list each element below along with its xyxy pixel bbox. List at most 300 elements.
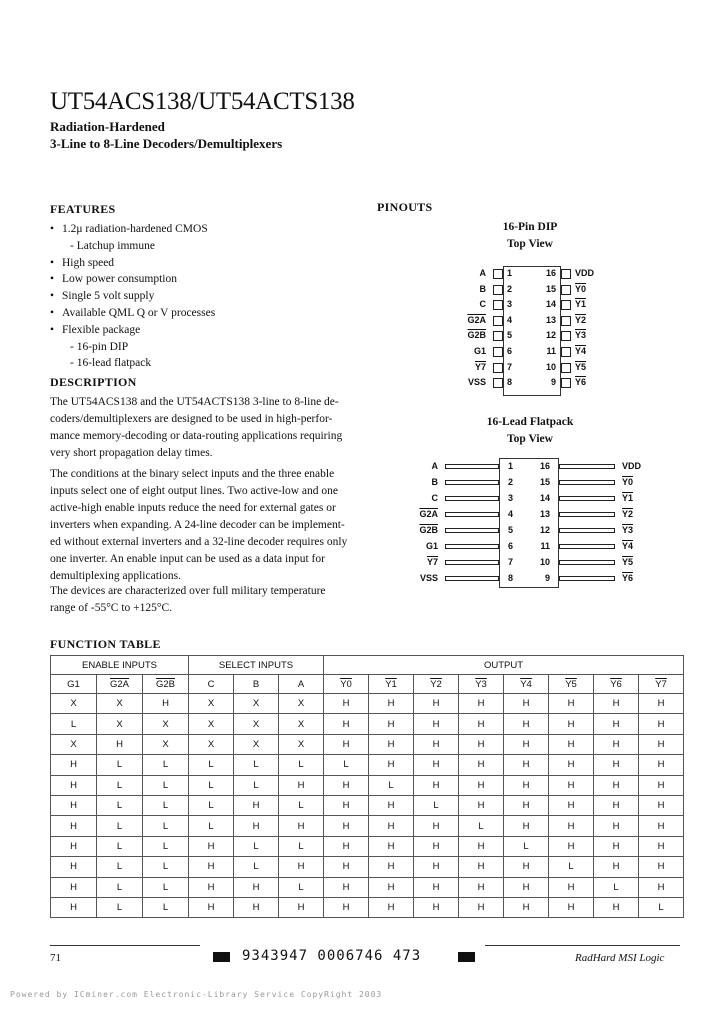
table-row [51,857,684,877]
page-number: 71 [50,952,61,964]
dip-pin-right [561,316,571,326]
dip-title [460,219,600,253]
pin-name: Y3 [575,330,587,341]
table-cell: H [324,775,369,795]
flatpack-lead-right [559,480,615,485]
table-cell: L [279,795,324,815]
table-cell: H [369,734,414,754]
pin-name: Y6 [622,573,634,583]
pin-number: 1 [508,461,514,471]
flatpack-lead-right [559,464,615,469]
table-cell: H [414,857,459,877]
pin-name: A [431,461,438,471]
desc-p2-line: The conditions at the binary select inputs and the three enable [50,468,335,480]
table-cell: H [594,775,639,795]
pin-number: 2 [507,283,513,294]
column-header: Y0 [324,675,369,694]
features-heading: FEATURES [50,202,116,216]
table-cell: L [143,836,189,856]
table-cell: H [504,795,549,815]
document-title: UT54ACS138/UT54ACTS138 [50,88,355,115]
column-header: Y4 [504,675,549,694]
table-cell: L [143,877,189,897]
table-cell: H [459,795,504,815]
table-cell: L [324,755,369,775]
table-cell: L [143,775,189,795]
table-cell: H [279,775,324,795]
watermark: Powered by ICminer.com Electronic-Library Service CopyRight 2003 [10,990,383,999]
desc-p1-line: coders/demultiplexers are designed to be used in high-perfor- [50,413,333,425]
table-cell: H [549,795,594,815]
desc-p2-line: inverters when expanding. A 24-line decoder can be implement- [50,519,345,531]
barcode-block-right [458,952,475,962]
table-cell: H [459,836,504,856]
table-cell: L [234,836,279,856]
footer-rule-right [485,945,680,946]
table-cell: L [639,897,684,917]
table-row [51,816,684,836]
table-cell: H [594,755,639,775]
pin-number: 8 [508,573,514,583]
table-cell: H [369,877,414,897]
pin-name: Y6 [575,377,587,388]
flatpack-lead-right [559,576,615,581]
barcode-number: 9343947 0006746 473 [242,948,422,964]
table-cell: H [369,714,414,734]
table-cell: H [459,877,504,897]
table-cell: H [414,877,459,897]
footer-rule-left [50,945,200,946]
table-cell: L [189,816,234,836]
series-name: RadHard MSI Logic [575,952,665,964]
flatpack-lead-left [445,496,499,501]
table-cell: L [279,755,324,775]
table-cell: H [51,795,97,815]
pin-name: G2A [467,314,486,325]
table-cell: H [594,857,639,877]
table-cell: H [324,816,369,836]
table-cell: H [369,755,414,775]
pin-name: VDD [575,268,595,278]
table-cell: H [639,795,684,815]
dip-pin-left [493,316,503,326]
table-cell: H [189,857,234,877]
table-cell: H [504,857,549,877]
group-enable-inputs: ENABLE INPUTS [51,656,189,675]
table-cell: L [97,857,143,877]
table-row [51,734,684,754]
table-cell: L [504,836,549,856]
table-cell: L [594,877,639,897]
pin-number: 8 [507,377,513,388]
dip-pin-right [561,331,571,341]
table-cell: X [143,734,189,754]
column-header: G1 [51,675,97,694]
dip-title-line-1: 16-Pin DIP [502,221,558,233]
table-cell: H [504,734,549,754]
table-cell: H [504,775,549,795]
flatpack-lead-right [559,496,615,501]
pin-number: 2 [508,477,514,487]
table-cell: H [414,714,459,734]
feature-item: • Flexible package [62,322,362,339]
table-cell: L [97,897,143,917]
description-paragraph-3 [50,583,370,617]
table-cell: L [97,877,143,897]
flatpack-lead-left [445,464,499,469]
table-cell: H [549,816,594,836]
pin-name: G2B [419,525,438,535]
desc-p2-line: ed without external inverters and a 32-line decoder requires only [50,536,348,548]
pin-number: 14 [545,299,556,310]
table-cell: H [504,755,549,775]
pin-number: 4 [507,314,513,325]
table-cell: L [459,816,504,836]
table-cell: X [279,694,324,714]
table-cell: H [51,877,97,897]
flatpack-title-line-2: Top View [507,433,553,445]
table-cell: H [324,694,369,714]
table-cell: L [97,795,143,815]
dip-pin-left [493,363,503,373]
table-cell: H [504,714,549,734]
table-cell: H [51,836,97,856]
pin-number: 10 [545,361,556,372]
table-cell: H [414,694,459,714]
flatpack-lead-left [445,576,499,581]
table-cell: L [234,775,279,795]
pin-name: G1 [425,541,438,551]
pin-number: 16 [539,461,550,471]
column-header: Y6 [594,675,639,694]
table-cell: H [51,775,97,795]
pin-name: VSS [419,573,438,583]
table-cell: L [97,755,143,775]
table-cell: H [504,816,549,836]
pin-number: 15 [545,283,556,294]
pin-number: 9 [544,573,550,583]
table-cell: L [143,897,189,917]
table-cell: H [369,795,414,815]
table-cell: H [324,714,369,734]
flatpack-package-diagram [410,458,650,590]
pin-number: 11 [540,541,550,551]
pin-number: 9 [550,377,556,388]
table-row [51,877,684,897]
table-cell: X [97,714,143,734]
table-cell: H [414,816,459,836]
desc-p1-line: mance memory-decoding or data-routing applications requiring [50,430,343,442]
table-cell: H [549,775,594,795]
pin-number: 10 [539,557,550,567]
table-cell: H [459,755,504,775]
table-cell: H [97,734,143,754]
pin-name: Y4 [575,346,587,356]
pin-name: C [479,299,486,310]
table-row [51,775,684,795]
pin-name: Y7 [474,361,486,372]
pin-name: G1 [473,346,486,356]
desc-p3-line: The devices are characterized over full military temperature [50,585,326,597]
table-cell: X [279,734,324,754]
feature-item: • Single 5 volt supply [62,288,362,305]
flatpack-lead-right [559,560,615,565]
column-header: Y7 [639,675,684,694]
pin-name: Y2 [622,509,634,519]
table-cell: X [189,694,234,714]
pin-name: Y4 [622,541,634,551]
table-row [51,714,684,734]
dip-pin-left [493,378,503,388]
column-header: Y1 [369,675,414,694]
table-cell: H [594,836,639,856]
table-cell: H [324,836,369,856]
dip-pin-right [561,378,571,388]
pin-number: 3 [508,493,514,503]
table-cell: L [97,836,143,856]
dip-pin-left [493,285,503,295]
table-cell: H [369,857,414,877]
table-cell: H [594,714,639,734]
pin-number: 7 [507,361,513,372]
table-cell: H [324,795,369,815]
flatpack-lead-right [559,544,615,549]
table-cell: H [234,795,279,815]
flatpack-lead-left [445,544,499,549]
table-cell: H [504,897,549,917]
pin-name: Y5 [622,557,634,567]
group-select-inputs: SELECT INPUTS [189,656,324,675]
document-subtitle [50,118,282,152]
function-table-heading: FUNCTION TABLE [50,637,161,651]
pin-name: G2A [419,509,438,519]
pin-name: A [479,268,486,278]
table-cell: X [51,694,97,714]
dip-pin-right [561,347,571,357]
dip-pin-left [493,347,503,357]
table-group-header-row [51,656,684,675]
table-cell: L [143,795,189,815]
subtitle-line-2: 3-Line to 8-Line Decoders/Demultiplexers [50,136,283,151]
pin-number: 5 [507,330,513,341]
table-cell: X [234,734,279,754]
pin-number: 12 [539,525,550,535]
table-cell: H [234,877,279,897]
table-cell: H [639,755,684,775]
column-header: A [279,675,324,694]
table-cell: L [234,857,279,877]
dip-title-line-2: Top View [507,238,553,250]
table-cell: H [504,694,549,714]
desc-p2-line: active-high enable inputs reduce the need for external gates or [50,502,336,514]
table-cell: H [549,694,594,714]
table-cell: H [234,816,279,836]
table-cell: H [639,714,684,734]
table-cell: H [594,795,639,815]
table-cell: X [97,694,143,714]
flatpack-lead-right [559,528,615,533]
table-cell: H [369,694,414,714]
pin-name: Y1 [575,299,587,310]
pin-number: 16 [545,268,556,278]
feature-item: • 1.2μ radiation-hardened CMOS [62,221,362,238]
flatpack-lead-left [445,560,499,565]
table-cell: H [549,755,594,775]
pin-number: 12 [545,330,556,341]
table-cell: H [504,877,549,897]
table-cell: L [369,775,414,795]
dip-pin-right [561,300,571,310]
table-cell: H [324,897,369,917]
table-cell: H [369,836,414,856]
table-cell: H [639,775,684,795]
pin-number: 5 [508,525,514,535]
table-cell: H [324,877,369,897]
table-cell: H [279,857,324,877]
table-cell: L [189,795,234,815]
table-cell: H [324,734,369,754]
table-cell: H [639,816,684,836]
desc-p2-line: demultiplexing applications. [50,570,181,582]
desc-p1-line: The UT54ACS138 and the UT54ACTS138 3-line to 8-line de- [50,396,339,408]
desc-p2-line: inputs select one of eight output lines. Two active-low and one [50,485,339,497]
table-cell: L [143,755,189,775]
table-cell: L [414,795,459,815]
description-paragraph-2 [50,466,370,585]
flatpack-lead-left [445,528,499,533]
table-cell: H [594,897,639,917]
dip-package-diagram [440,266,620,396]
table-cell: X [189,714,234,734]
flatpack-lead-right [559,512,615,517]
table-cell: H [549,897,594,917]
features-list [62,221,362,372]
desc-p3-line: range of -55°C to +125°C. [50,602,173,614]
desc-p2-line: one inverter. An enable input can be used as a data input for [50,553,325,565]
feature-item: • High speed [62,255,362,272]
pin-name: Y0 [622,477,634,487]
table-row [51,836,684,856]
pin-name: Y5 [575,361,587,372]
table-cell: H [369,897,414,917]
desc-p1-line: very short propagation delay times. [50,447,213,459]
dip-pin-left [493,300,503,310]
pin-number: 11 [546,346,556,356]
table-cell: H [369,816,414,836]
table-cell: H [549,877,594,897]
pin-name: C [431,493,438,503]
table-row [51,755,684,775]
flatpack-title-line-1: 16-Lead Flatpack [486,416,574,428]
table-cell: H [279,897,324,917]
table-cell: H [414,836,459,856]
pin-name: B [479,283,486,294]
table-cell: X [143,714,189,734]
pin-number: 1 [507,268,513,278]
table-cell: H [459,714,504,734]
table-cell: H [234,897,279,917]
table-cell: L [97,775,143,795]
pin-name: VSS [467,377,486,388]
table-cell: L [189,755,234,775]
subtitle-line-1: Radiation-Hardened [50,119,165,134]
table-cell: H [639,694,684,714]
table-cell: H [594,694,639,714]
table-cell: H [414,734,459,754]
column-header: G2B [143,675,189,694]
table-cell: L [143,816,189,836]
column-header: C [189,675,234,694]
table-cell: H [549,836,594,856]
function-table [50,655,684,918]
pin-name: Y0 [575,283,587,294]
table-cell: X [279,714,324,734]
table-cell: H [639,857,684,877]
table-cell: H [594,816,639,836]
feature-subitem: - 16-lead flatpack [70,357,152,370]
dip-pin-right [561,363,571,373]
pin-number: 14 [539,493,550,503]
column-header: Y5 [549,675,594,694]
table-cell: X [234,714,279,734]
dip-pin-right [561,269,571,279]
table-cell: H [189,877,234,897]
pin-name: Y1 [622,493,634,503]
table-cell: X [234,694,279,714]
table-cell: H [189,897,234,917]
table-cell: H [324,857,369,877]
table-cell: H [414,897,459,917]
barcode-block-left [213,952,230,962]
table-cell: H [279,816,324,836]
pinouts-heading: PINOUTS [377,200,433,214]
table-cell: H [143,694,189,714]
flatpack-title [460,414,600,448]
pin-number: 6 [508,541,514,551]
table-cell: H [639,877,684,897]
table-cell: H [549,714,594,734]
table-cell: H [51,755,97,775]
table-cell: X [51,734,97,754]
pin-name: Y2 [575,314,587,325]
pin-name: Y3 [622,525,634,535]
pin-number: 13 [539,509,550,519]
table-cell: H [459,694,504,714]
table-cell: H [549,734,594,754]
table-cell: H [459,775,504,795]
feature-subitem: - Latchup immune [70,239,155,252]
dip-pin-left [493,331,503,341]
table-row [51,795,684,815]
pin-name: Y7 [426,557,438,567]
pin-number: 4 [508,509,514,519]
pin-name: VDD [622,461,642,471]
table-cell: H [459,734,504,754]
dip-pin-left [493,269,503,279]
table-cell: H [51,857,97,877]
flatpack-lead-left [445,480,499,485]
table-column-header-row [51,675,684,694]
description-heading: DESCRIPTION [50,375,137,389]
description-paragraph-1 [50,394,370,462]
table-cell: H [51,897,97,917]
column-header: B [234,675,279,694]
table-cell: L [51,714,97,734]
pin-number: 3 [507,299,513,310]
table-cell: L [189,775,234,795]
table-cell: H [639,836,684,856]
table-cell: L [97,816,143,836]
